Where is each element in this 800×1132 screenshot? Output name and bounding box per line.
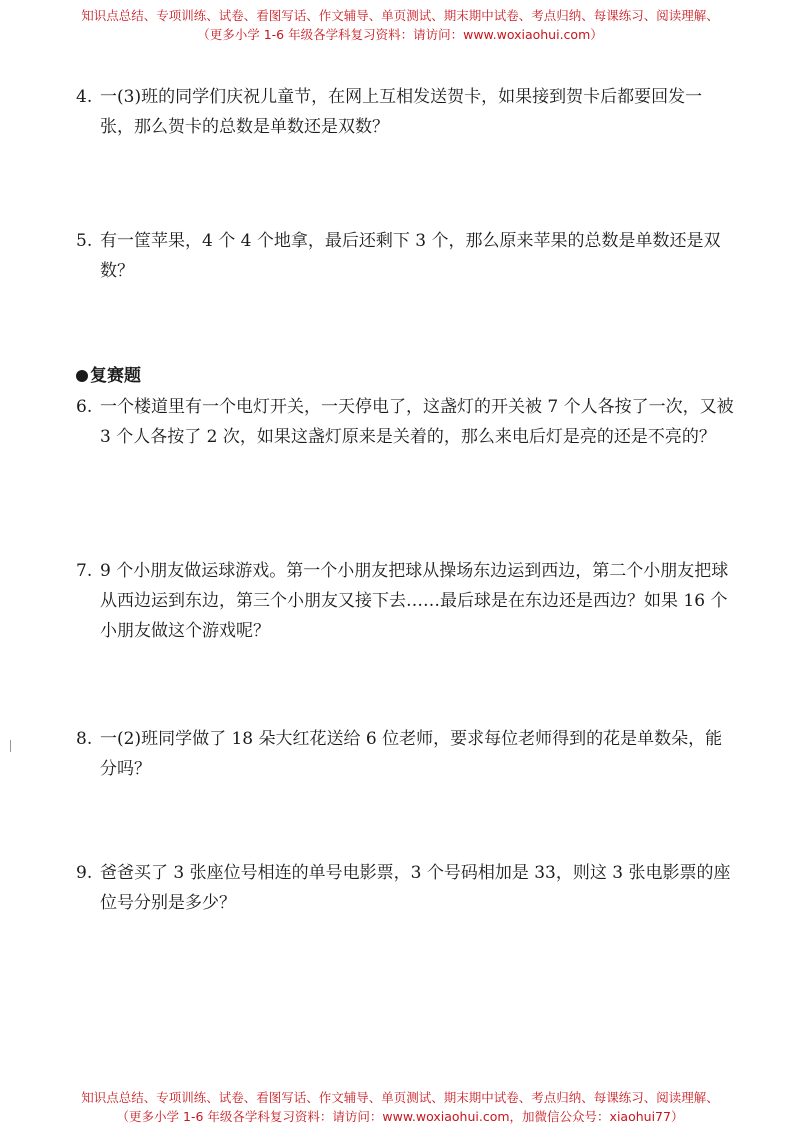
question-text: 一个楼道里有一个电灯开关，一天停电了，这盏灯的开关被 7 个人各按了一次，又被 3 个人各按了 2 次，如果这盏灯原来是关着的，那么来电后灯是亮的还是不亮的？ bbox=[100, 397, 734, 447]
question-number: 7. bbox=[76, 561, 93, 581]
question-7 bbox=[76, 556, 736, 646]
bullet-icon bbox=[76, 370, 88, 382]
question-number: 9. bbox=[76, 863, 93, 883]
footer-banner bbox=[0, 1088, 800, 1126]
question-6 bbox=[76, 392, 736, 452]
scan-mark bbox=[10, 740, 11, 752]
footer-line-1: 知识点总结、专项训练、试卷、看图写话、作文辅导、单页测试、期末期中试卷、考点归纳、每课练习、阅读理解、 bbox=[81, 1090, 719, 1105]
question-9 bbox=[76, 858, 736, 918]
footer-line-2: （更多小学 1-6 年级各学科复习资料：请访问：www.woxiaohui.com，加微信公众号：xiaohui77） bbox=[116, 1109, 684, 1124]
question-text: 一(2)班同学做了 18 朵大红花送给 6 位老师，要求每位老师得到的花是单数朵，能分吗？ bbox=[100, 729, 723, 779]
section-title: 复赛题 bbox=[90, 366, 141, 386]
header-line-2: （更多小学 1-6 年级各学科复习资料：请访问：www.woxiaohui.com） bbox=[197, 27, 603, 42]
header-banner bbox=[0, 6, 800, 44]
question-5 bbox=[76, 226, 736, 286]
question-number: 5. bbox=[76, 231, 93, 251]
question-text: 有一筐苹果，4 个 4 个地拿，最后还剩下 3 个，那么原来苹果的总数是单数还是双数？ bbox=[100, 231, 721, 281]
question-text: 9 个小朋友做运球游戏。第一个小朋友把球从操场东边运到西边，第二个小朋友把球从西边运到东边，第三个小朋友又接下去……最后球是在东边还是西边？如果 16 个小朋友做这个游戏呢？ bbox=[100, 561, 729, 641]
question-number: 4. bbox=[76, 87, 93, 107]
question-text: 爸爸买了 3 张座位号相连的单号电影票，3 个号码相加是 33，则这 3 张电影票的座位号分别是多少？ bbox=[100, 863, 731, 913]
section-heading bbox=[76, 364, 141, 388]
question-8 bbox=[76, 724, 736, 784]
question-text: 一(3)班的同学们庆祝儿童节，在网上互相发送贺卡，如果接到贺卡后都要回发一张，那么贺卡的总数是单数还是双数？ bbox=[100, 87, 703, 137]
header-line-1: 知识点总结、专项训练、试卷、看图写话、作文辅导、单页测试、期末期中试卷、考点归纳、每课练习、阅读理解、 bbox=[81, 8, 719, 23]
question-number: 8. bbox=[76, 729, 93, 749]
question-number: 6. bbox=[76, 397, 93, 417]
question-4 bbox=[76, 82, 736, 142]
